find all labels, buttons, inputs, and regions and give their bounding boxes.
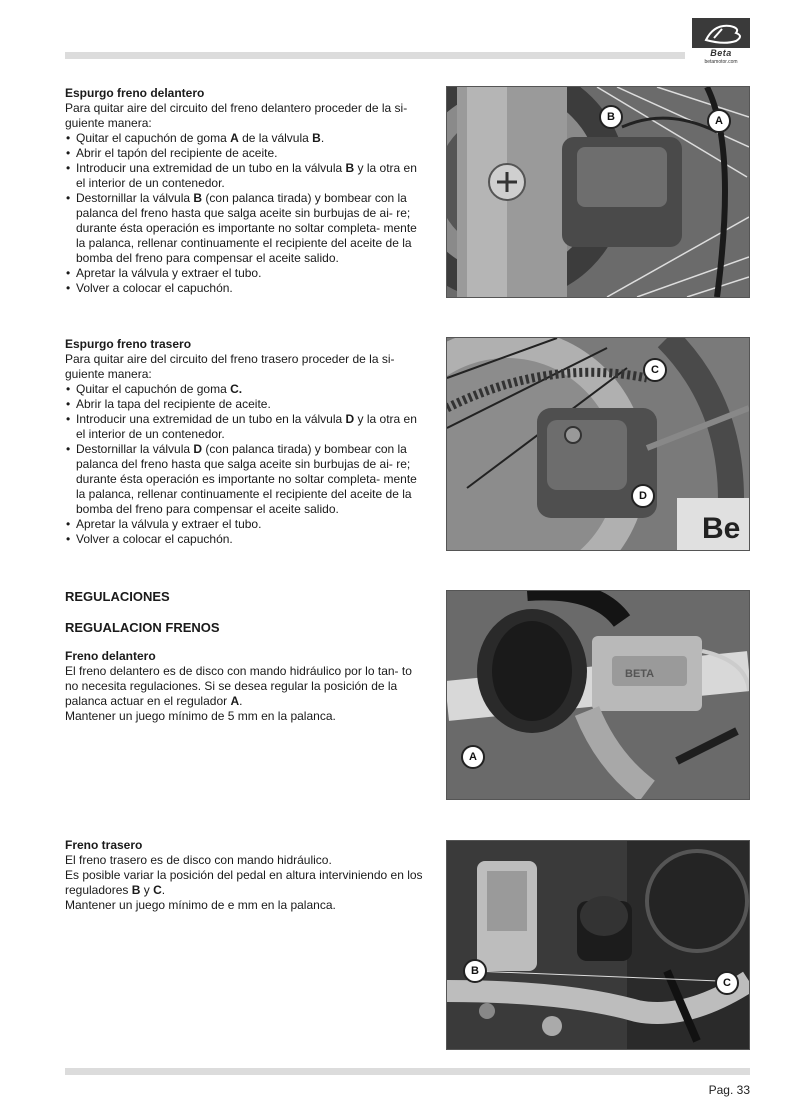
front-lever-photo <box>446 590 750 800</box>
step-item <box>65 517 425 532</box>
text-run: Abrir la tapa del recipiente de aceite. <box>76 397 271 411</box>
header-rule <box>65 52 685 59</box>
bold-label: B <box>345 161 355 175</box>
text-run: Destornillar la válvula <box>76 191 194 205</box>
step-list <box>65 131 425 296</box>
bold-label: D <box>193 442 203 456</box>
text-run: Mantener un juego mínimo de 5 mm en la palanca. <box>65 709 336 723</box>
step-item <box>65 281 425 296</box>
paragraph-line <box>65 853 425 868</box>
callout-b: B <box>463 959 487 983</box>
front-caliper-photo <box>446 86 750 298</box>
paragraph-lines <box>65 664 425 724</box>
step-item <box>65 191 425 266</box>
callout-b: B <box>599 105 623 129</box>
bold-label: C <box>153 883 162 897</box>
rear-caliper-photo <box>446 337 750 551</box>
page-number: Pag. 33 <box>708 1083 750 1097</box>
step-item <box>65 412 425 442</box>
front-brake-section <box>65 649 425 724</box>
step-item <box>65 131 425 146</box>
text-run: Introducir una extremidad de un tubo en la válvula <box>76 412 346 426</box>
text-run: Introducir una extremidad de un tubo en la válvula <box>76 161 346 175</box>
step-item <box>65 382 425 397</box>
step-item <box>65 397 425 412</box>
callout-c: C <box>715 971 739 995</box>
callout-a: A <box>461 745 485 769</box>
logo-url: betamotor.com <box>704 59 738 65</box>
section-title: Freno delantero <box>65 649 156 663</box>
text-run: Abrir el tapón del recipiente de aceite. <box>76 146 278 160</box>
bold-label: B <box>193 191 203 205</box>
paragraph-line <box>65 664 425 709</box>
text-run: Apretar la válvula y extraer el tubo. <box>76 266 262 280</box>
text-run: . <box>239 694 243 708</box>
section-title: Espurgo freno delantero <box>65 86 205 100</box>
chapter-subheading: REGUALACION FRENOS <box>65 620 220 635</box>
step-item <box>65 266 425 281</box>
text-run: El freno delantero es de disco con mando hidráulico por lo tan- to no necesita regulaciones. Si se desea regular la posición de la palanca actuar en el regulador <box>65 664 412 708</box>
text-run: Destornillar la válvula <box>76 442 194 456</box>
step-item <box>65 146 425 161</box>
text-run: Volver a colocar el capuchón. <box>76 532 233 546</box>
paragraph-lines <box>65 853 425 913</box>
text-run: Quitar el capuchón de goma <box>76 382 231 396</box>
section-intro: Para quitar aire del circuito del freno trasero proceder de la si- guiente manera: <box>65 352 395 381</box>
text-run: Es posible variar la posición del pedal en altura interviniendo en los reguladores <box>65 868 423 897</box>
footer-rule <box>65 1068 750 1075</box>
step-list <box>65 382 425 547</box>
rear-brake-section <box>65 838 425 913</box>
logo-wordmark: Beta <box>710 48 732 58</box>
logo-mark-icon <box>692 18 750 48</box>
step-item <box>65 442 425 517</box>
section-title: Freno trasero <box>65 838 143 852</box>
callout-d: D <box>631 484 655 508</box>
text-run: de la válvula <box>238 131 313 145</box>
text-run: y <box>140 883 154 897</box>
bold-label: A <box>230 131 239 145</box>
rear-pedal-photo <box>446 840 750 1050</box>
text-run: y la otra en el interior de un contenedor. <box>76 161 417 190</box>
svg-text:Be: Be <box>702 512 741 545</box>
paragraph-line <box>65 868 425 898</box>
rear-bleed-section <box>65 337 425 547</box>
bold-label: A <box>230 694 240 708</box>
bold-label: B <box>312 131 321 145</box>
text-run: . <box>161 883 166 897</box>
text-run: Mantener un juego mínimo de e mm en la palanca. <box>65 898 336 912</box>
text-run: Volver a colocar el capuchón. <box>76 281 233 295</box>
paragraph-line <box>65 898 425 913</box>
text-run: Quitar el capuchón de goma <box>76 131 231 145</box>
text-run: (con palanca tirada) y bombear con la palanca del freno hasta que salga aceite sin burbujas de ai- re; durante ésta operación es importante no soltar completa- mente la palanca, rellenar continuamente el recipiente del aceite de la bomba del freno para compensar el aceite salido. <box>76 191 417 265</box>
step-item <box>65 532 425 547</box>
text-run: El freno trasero es de disco con mando hidráulico. <box>65 853 332 867</box>
bold-label: D <box>345 412 355 426</box>
bold-label: B <box>131 883 141 897</box>
paragraph-line <box>65 709 425 724</box>
text-run: y la otra en el interior de un contenedor. <box>76 412 417 441</box>
text-run: Apretar la válvula y extraer el tubo. <box>76 517 262 531</box>
step-item <box>65 161 425 191</box>
brand-logo <box>692 18 750 64</box>
chapter-heading: REGULACIONES <box>65 589 170 604</box>
callout-c: C <box>643 358 667 382</box>
bold-label: C. <box>230 382 243 396</box>
text-run: . <box>320 131 325 145</box>
section-title: Espurgo freno trasero <box>65 337 192 351</box>
callout-a: A <box>707 109 731 133</box>
text-run: (con palanca tirada) y bombear con la palanca del freno hasta que salga aceite sin burbujas de ai- re; durante ésta operación es importante no soltar completa- mente la palanca, rellenar continuamente el recipiente del aceite de la bomba del freno para compensar el aceite salido. <box>76 442 417 516</box>
reservoir-label: BETA <box>625 668 655 680</box>
section-intro: Para quitar aire del circuito del freno delantero proceder de la si- guiente manera: <box>65 101 408 130</box>
front-bleed-section <box>65 86 425 296</box>
